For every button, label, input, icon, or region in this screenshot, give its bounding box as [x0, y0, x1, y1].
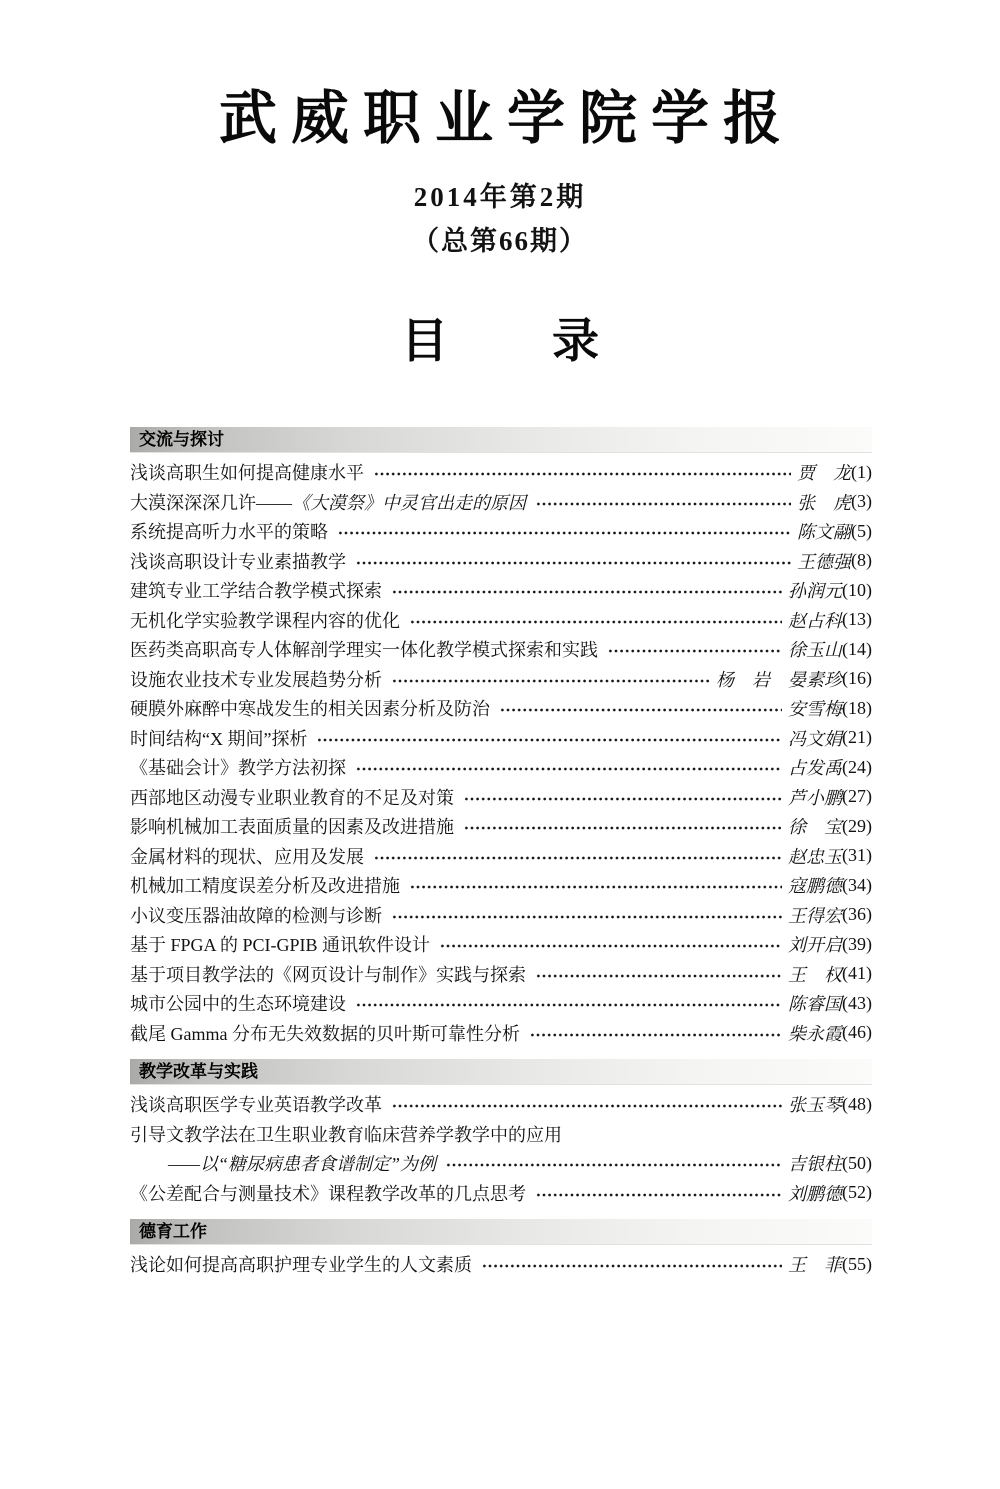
- entry-authors: 张玉琴: [788, 1095, 842, 1116]
- dot-leader: [500, 699, 782, 717]
- entry-page-number: (16): [842, 668, 872, 689]
- dot-leader: [356, 994, 782, 1012]
- entry-authors: 徐玉山: [788, 640, 842, 661]
- toc-entry: [130, 546, 872, 576]
- entry-page-number: (8): [851, 550, 872, 571]
- entry-page-number: (55): [842, 1253, 872, 1274]
- entry-title: 大漠深深深几许——: [130, 492, 292, 513]
- dot-leader: [536, 965, 782, 983]
- entry-authors: 王 权: [788, 964, 842, 985]
- toc-entry: [130, 753, 872, 783]
- entry-authors: 陈文翮: [797, 522, 851, 543]
- toc-entry: [130, 517, 872, 547]
- entry-page-number: (10): [842, 579, 872, 600]
- entry-page-number: (24): [842, 756, 872, 777]
- entry-title: 《基础会计》教学方法初探: [130, 758, 346, 779]
- entry-title: 金属材料的现状、应用及发展: [130, 846, 364, 867]
- dot-leader: [464, 788, 782, 806]
- entry-page-number: (48): [842, 1093, 872, 1114]
- dot-leader: [392, 906, 782, 924]
- dot-leader: [530, 1024, 782, 1042]
- toc-entry: [130, 723, 872, 753]
- entry-title: 基于项目教学法的《网页设计与制作》实践与探索: [130, 964, 526, 985]
- entry-page-number: (14): [842, 638, 872, 659]
- entry-title: 浅论如何提高高职护理专业学生的人文素质: [130, 1255, 472, 1276]
- entry-page-number: (5): [851, 520, 872, 541]
- toc-entry: [130, 635, 872, 665]
- entry-authors: 芦小鹏: [788, 787, 842, 808]
- masthead: [0, 86, 1000, 371]
- toc-title: [0, 304, 1000, 371]
- dot-leader: [446, 1154, 782, 1172]
- toc-entry: [130, 841, 872, 871]
- entry-authors: 王得宏: [788, 905, 842, 926]
- entry-title: 城市公园中的生态环境建设: [130, 994, 346, 1015]
- entry-subtitle: 《大漠祭》中灵官出走的原因: [292, 492, 526, 513]
- entry-authors: 王德强: [797, 551, 851, 572]
- toc-title-char-mu: 目: [401, 315, 448, 368]
- entry-authors: 徐 宝: [788, 817, 842, 838]
- entry-page-number: (41): [842, 963, 872, 984]
- entry-page-number: (21): [842, 727, 872, 748]
- entry-title: 机械加工精度误差分析及改进措施: [130, 876, 400, 897]
- dot-leader: [464, 817, 782, 835]
- entry-page-number: (1): [851, 461, 872, 482]
- toc-entry: [130, 930, 872, 960]
- entry-title: 时间结构“X 期间”探析: [130, 728, 308, 749]
- journal-title: 武威职业学院学报: [218, 86, 795, 151]
- dot-leader: [392, 670, 710, 688]
- entry-title: 硬膜外麻醉中寒战发生的相关因素分析及防治: [130, 699, 490, 720]
- entry-authors: 刘鹏德: [788, 1183, 842, 1204]
- dot-leader: [392, 581, 782, 599]
- entry-title: 基于 FPGA 的 PCI-GPIB 通讯软件设计: [130, 935, 431, 956]
- toc-title-char-lu: 录: [552, 315, 599, 368]
- entry-authors: 赵忠玉: [788, 846, 842, 867]
- entry-title: 系统提高听力水平的策略: [130, 522, 328, 543]
- toc-entry: [130, 959, 872, 989]
- toc-entry: [130, 664, 872, 694]
- toc-entry: [130, 1149, 872, 1179]
- entry-page-number: (43): [842, 992, 872, 1013]
- entry-page-number: (29): [842, 815, 872, 836]
- entry-authors: 贾 龙: [797, 463, 851, 484]
- toc-entry: [130, 1119, 872, 1149]
- dot-leader: [536, 493, 791, 511]
- entry-page-number: (31): [842, 845, 872, 866]
- toc-entry: [130, 605, 872, 635]
- entry-title: 截尾 Gamma 分布无失效数据的贝叶斯可靠性分析: [130, 1023, 520, 1044]
- entry-title: 浅谈高职生如何提高健康水平: [130, 463, 364, 484]
- section-header: 交流与探讨: [130, 427, 872, 453]
- toc-entry: [130, 458, 872, 488]
- entry-title: 浅谈高职医学专业英语教学改革: [130, 1095, 382, 1116]
- dot-leader: [536, 1184, 782, 1202]
- dot-leader: [317, 729, 782, 747]
- section-header: 德育工作: [130, 1219, 872, 1245]
- entry-title: 设施农业技术专业发展趋势分析: [130, 669, 382, 690]
- dot-leader: [374, 463, 791, 481]
- entry-page-number: (50): [842, 1152, 872, 1173]
- entry-title: 《公差配合与测量技术》课程教学改革的几点思考: [130, 1183, 526, 1204]
- toc-entry: [130, 812, 872, 842]
- dot-leader: [410, 876, 782, 894]
- entry-page-number: (27): [842, 786, 872, 807]
- entry-authors: 柴永霞: [788, 1023, 842, 1044]
- entry-page-number: (34): [842, 874, 872, 895]
- entry-authors: 陈睿国: [788, 994, 842, 1015]
- entry-title: 引导文教学法在卫生职业教育临床营养学教学中的应用: [130, 1124, 562, 1145]
- dot-leader: [608, 640, 782, 658]
- entry-title: 西部地区动漫专业职业教育的不足及对策: [130, 787, 454, 808]
- entry-subtitle: ——以“糖尿病患者食谱制定”为例: [168, 1154, 437, 1175]
- entry-page-number: (13): [842, 609, 872, 630]
- dot-leader: [392, 1095, 782, 1113]
- entry-page-number: (3): [851, 491, 872, 512]
- toc-entry: [130, 782, 872, 812]
- entry-page-number: (36): [842, 904, 872, 925]
- toc-entry: [130, 900, 872, 930]
- entry-authors: 杨 岩 晏素珍: [716, 669, 842, 690]
- dot-leader: [374, 847, 782, 865]
- entry-page-number: (18): [842, 697, 872, 718]
- entry-authors: 寇鹏德: [788, 876, 842, 897]
- entry-authors: 吉银柱: [788, 1154, 842, 1175]
- issue-line: 2014年第2期: [413, 181, 587, 212]
- entry-authors: 冯文娟: [788, 728, 842, 749]
- journal-toc-page: [0, 86, 1000, 1489]
- entry-page-number: (46): [842, 1022, 872, 1043]
- entry-authors: 安雪梅: [788, 699, 842, 720]
- section-header: 教学改革与实践: [130, 1059, 872, 1085]
- volume-line: （总第66期）: [412, 225, 588, 256]
- entry-authors: 张 虎: [797, 492, 851, 513]
- entry-title: 建筑专业工学结合教学模式探索: [130, 581, 382, 602]
- toc-entry: [130, 694, 872, 724]
- entry-title: 医药类高职高专人体解剖学理实一体化教学模式探索和实践: [130, 640, 598, 661]
- toc-entry: [130, 1018, 872, 1048]
- entry-title: 小议变压器油故障的检测与诊断: [130, 905, 382, 926]
- dot-leader: [482, 1255, 782, 1273]
- entry-page-number: (39): [842, 933, 872, 954]
- entry-page-number: (52): [842, 1182, 872, 1203]
- toc-entry: [130, 989, 872, 1019]
- entry-title: 影响机械加工表面质量的因素及改进措施: [130, 817, 454, 838]
- entry-authors: 王 菲: [788, 1255, 842, 1276]
- entry-title: 浅谈高职设计专业素描教学: [130, 551, 346, 572]
- toc-entry: [130, 1250, 872, 1280]
- toc-entry: [130, 871, 872, 901]
- toc-entry: [130, 487, 872, 517]
- entry-authors: 孙润元: [788, 581, 842, 602]
- entry-title: 无机化学实验教学课程内容的优化: [130, 610, 400, 631]
- dot-leader: [356, 758, 782, 776]
- entry-authors: 刘开启: [788, 935, 842, 956]
- entry-authors: 占发禹: [788, 758, 842, 779]
- toc-entry: [130, 1090, 872, 1120]
- entry-authors: 赵占科: [788, 610, 842, 631]
- toc-sections: [130, 427, 872, 1280]
- dot-leader: [356, 552, 791, 570]
- toc-entry: [130, 1178, 872, 1208]
- toc-entry: [130, 576, 872, 606]
- dot-leader: [410, 611, 782, 629]
- dot-leader: [338, 522, 791, 540]
- dot-leader: [440, 935, 782, 953]
